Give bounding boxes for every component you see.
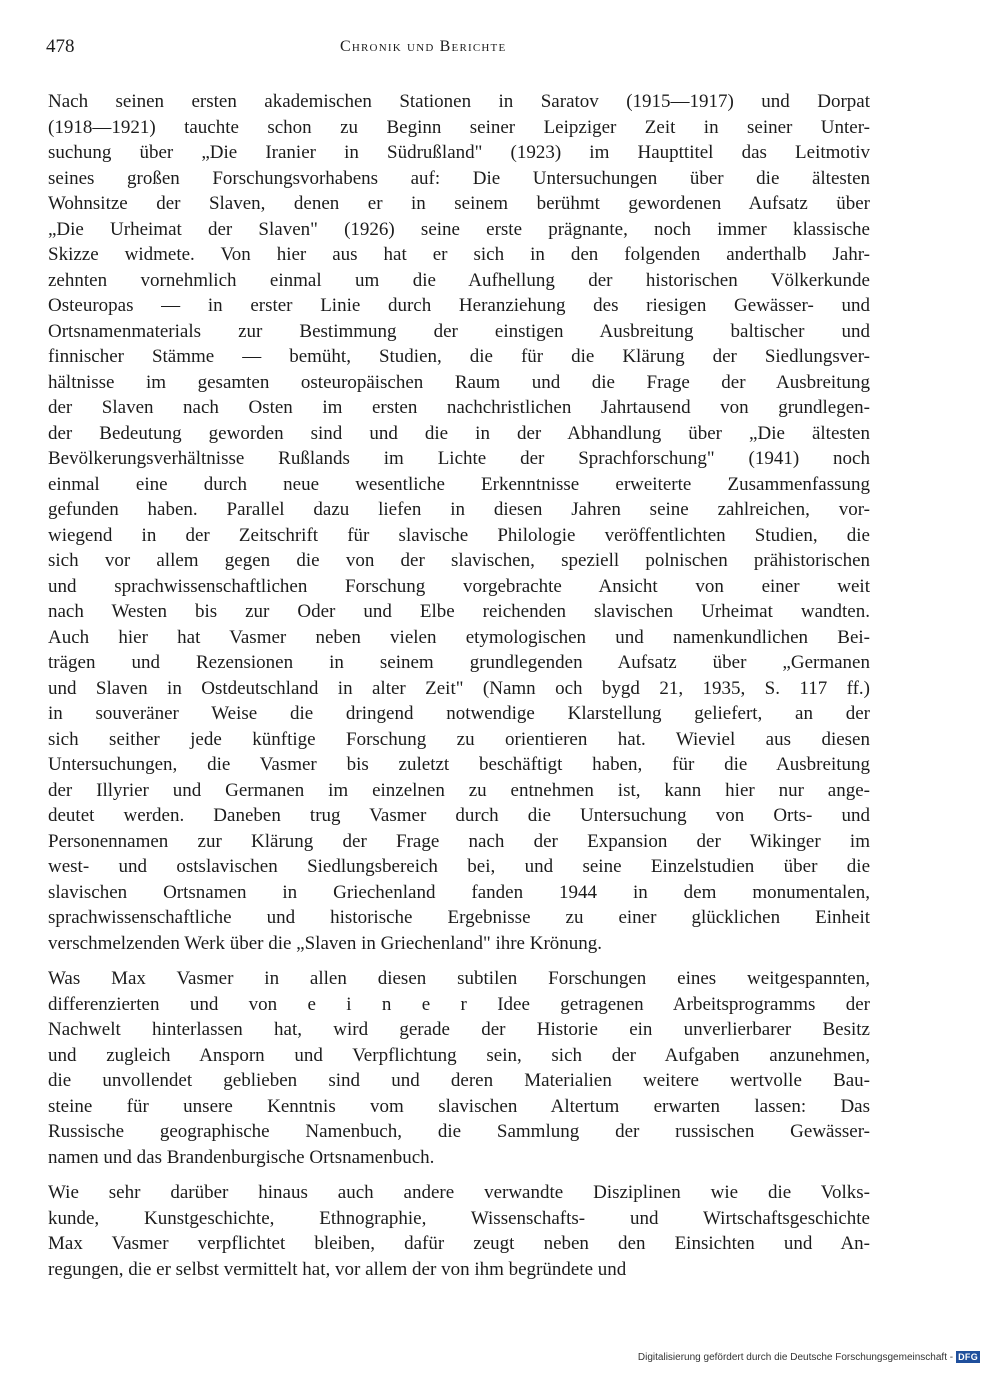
text-line: und Slaven in Ostdeutschland in alter Zeit" (Namn och bygd 21, 1935, S. 117 ff.) (48, 677, 870, 699)
text-line: namen und das Brandenburgische Ortsnamenbuch. (48, 1146, 435, 1168)
text-line: Bevölkerungsverhältnisse Rußlands im Lichte der Sprachforschung" (1941) noch (48, 448, 870, 469)
text-line: Auch hier hat Vasmer neben vielen etymologischen und namenkundlichen Bei- (48, 626, 870, 648)
text-line: Wohnsitze der Slaven, denen er in seinem berühmt gewordenen Aufsatz über (48, 193, 870, 214)
text-line: regungen, die er selbst vermittelt hat, vor allem der von ihm begründete und (48, 1258, 627, 1280)
text-line: und zugleich Ansporn und Verpflichtung sein, sich der Aufgaben anzunehmen, (48, 1044, 870, 1066)
page-number: 478 (46, 36, 75, 57)
text-line: sich vor allem gegen die von der slavischen, speziell polnischen prähistorischen (48, 550, 870, 571)
text-line: Wie sehr darüber hinaus auch andere verwandte Disziplinen wie die Volks- (48, 1182, 870, 1203)
text-line: differenzierten und von e i n e r Idee getragenen Arbeitsprogramms der (48, 993, 870, 1015)
text-line: seines großen Forschungsvorhabens auf: Die Untersuchungen über die ältesten (48, 167, 870, 189)
body-text (48, 89, 870, 1282)
text-line: steine für unsere Kenntnis vom slavischen Altertum erwarten lassen: Das (48, 1095, 870, 1117)
text-line: kunde, Kunstgeschichte, Ethnographie, Wissenschafts- und Wirtschaftsgeschichte (48, 1207, 870, 1229)
text-line: der Illyrier und Germanen im einzelnen zu entnehmen ist, kann hier nur ange- (48, 779, 870, 801)
text-line: Osteuropas — in erster Linie durch Heranziehung des riesigen Gewässer- und (48, 295, 870, 316)
text-line: trägen und Rezensionen in seinem grundlegenden Aufsatz über „Germanen (48, 652, 870, 673)
paragraph (48, 1180, 870, 1282)
paragraph (48, 966, 870, 1170)
text-line: Personennamen zur Klärung der Frage nach der Expansion der Wikinger im (48, 830, 870, 852)
text-line: deutet werden. Daneben trug Vasmer durch die Untersuchung von Orts- und (48, 805, 870, 826)
text-line: Was Max Vasmer in allen diesen subtilen Forschungen eines weitgespannten, (48, 968, 870, 989)
text-line: suchung über „Die Iranier in Südrußland" (1923) im Haupttitel das Leitmotiv (48, 142, 870, 163)
text-line: nach Westen bis zur Oder und Elbe reichenden slavischen Urheimat wandten. (48, 601, 870, 622)
text-line: Nachwelt hinterlassen hat, wird gerade der Historie ein unverlierbarer Besitz (48, 1019, 870, 1040)
text-line: Ortsnamenmaterials zur Bestimmung der einstigen Ausbreitung baltischer und (48, 320, 870, 342)
text-line: Russische geographische Namenbuch, die Sammlung der russischen Gewässer- (48, 1121, 870, 1142)
text-line: in souveräner Weise die dringend notwendige Klarstellung geliefert, an der (48, 703, 870, 724)
text-line: finnischer Stämme — bemüht, Studien, die für die Klärung der Siedlungsver- (48, 346, 870, 367)
footer-text: Digitalisierung gefördert durch die Deutsche Forschungsgemeinschaft - (637, 1351, 954, 1363)
digitization-footer (638, 1351, 980, 1363)
text-line: zehnten vornehmlich einmal um die Aufhellung der historischen Völkerkunde (48, 269, 870, 291)
text-line: Nach seinen ersten akademischen Stationen in Saratov (1915—1917) und Dorpat (48, 91, 870, 112)
text-line: wiegend in der Zeitschrift für slavische Philologie veröffentlichten Studien, die (48, 524, 870, 546)
text-line: west- und ostslavischen Siedlungsbereich bei, und seine Einzelstudien über die (48, 856, 870, 877)
text-line: slavischen Ortsnamen in Griechenland fanden 1944 in dem monumentalen, (48, 881, 870, 903)
text-line: hältnisse im gesamten osteuropäischen Raum und die Frage der Ausbreitung (48, 371, 870, 393)
text-line: gefunden haben. Parallel dazu liefen in diesen Jahren seine zahlreichen, vor- (48, 499, 870, 520)
text-line: Max Vasmer verpflichtet bleiben, dafür zeugt neben den Einsichten und An- (48, 1233, 870, 1254)
paragraph (48, 89, 870, 956)
text-line: Untersuchungen, die Vasmer bis zuletzt beschäftigt haben, für die Ausbreitung (48, 754, 870, 775)
text-line: einmal eine durch neue wesentliche Erkenntnisse erweiterte Zusammenfassung (48, 473, 870, 495)
text-line: der Bedeutung geworden sind und die in der Abhandlung über „Die ältesten (48, 422, 870, 444)
text-line: „Die Urheimat der Slaven" (1926) seine erste prägnante, noch immer klassische (48, 218, 870, 240)
text-line: sich seither jede künftige Forschung zu orientieren hat. Wieviel aus diesen (48, 728, 870, 750)
text-line: und sprachwissenschaftlichen Forschung vorgebrachte Ansicht von einer weit (48, 575, 870, 597)
text-line: (1918—1921) tauchte schon zu Beginn seiner Leipziger Zeit in seiner Unter- (48, 116, 870, 138)
text-line: die unvollendet geblieben sind und deren Materialien weitere wertvolle Bau- (48, 1070, 870, 1091)
text-line: der Slaven nach Osten im ersten nachchristlichen Jahrtausend von grundlegen- (48, 397, 870, 418)
running-head: Chronik und Berichte (340, 38, 507, 55)
text-line: Skizze widmete. Von hier aus hat er sich in den folgenden anderthalb Jahr- (48, 244, 870, 265)
dfg-logo-icon: DFG (958, 1352, 978, 1362)
text-line: verschmelzenden Werk über die „Slaven in Griechenland" ihre Krönung. (48, 932, 603, 954)
text-line: sprachwissenschaftliche und historische Ergebnisse zu einer glücklichen Einheit (48, 907, 870, 928)
